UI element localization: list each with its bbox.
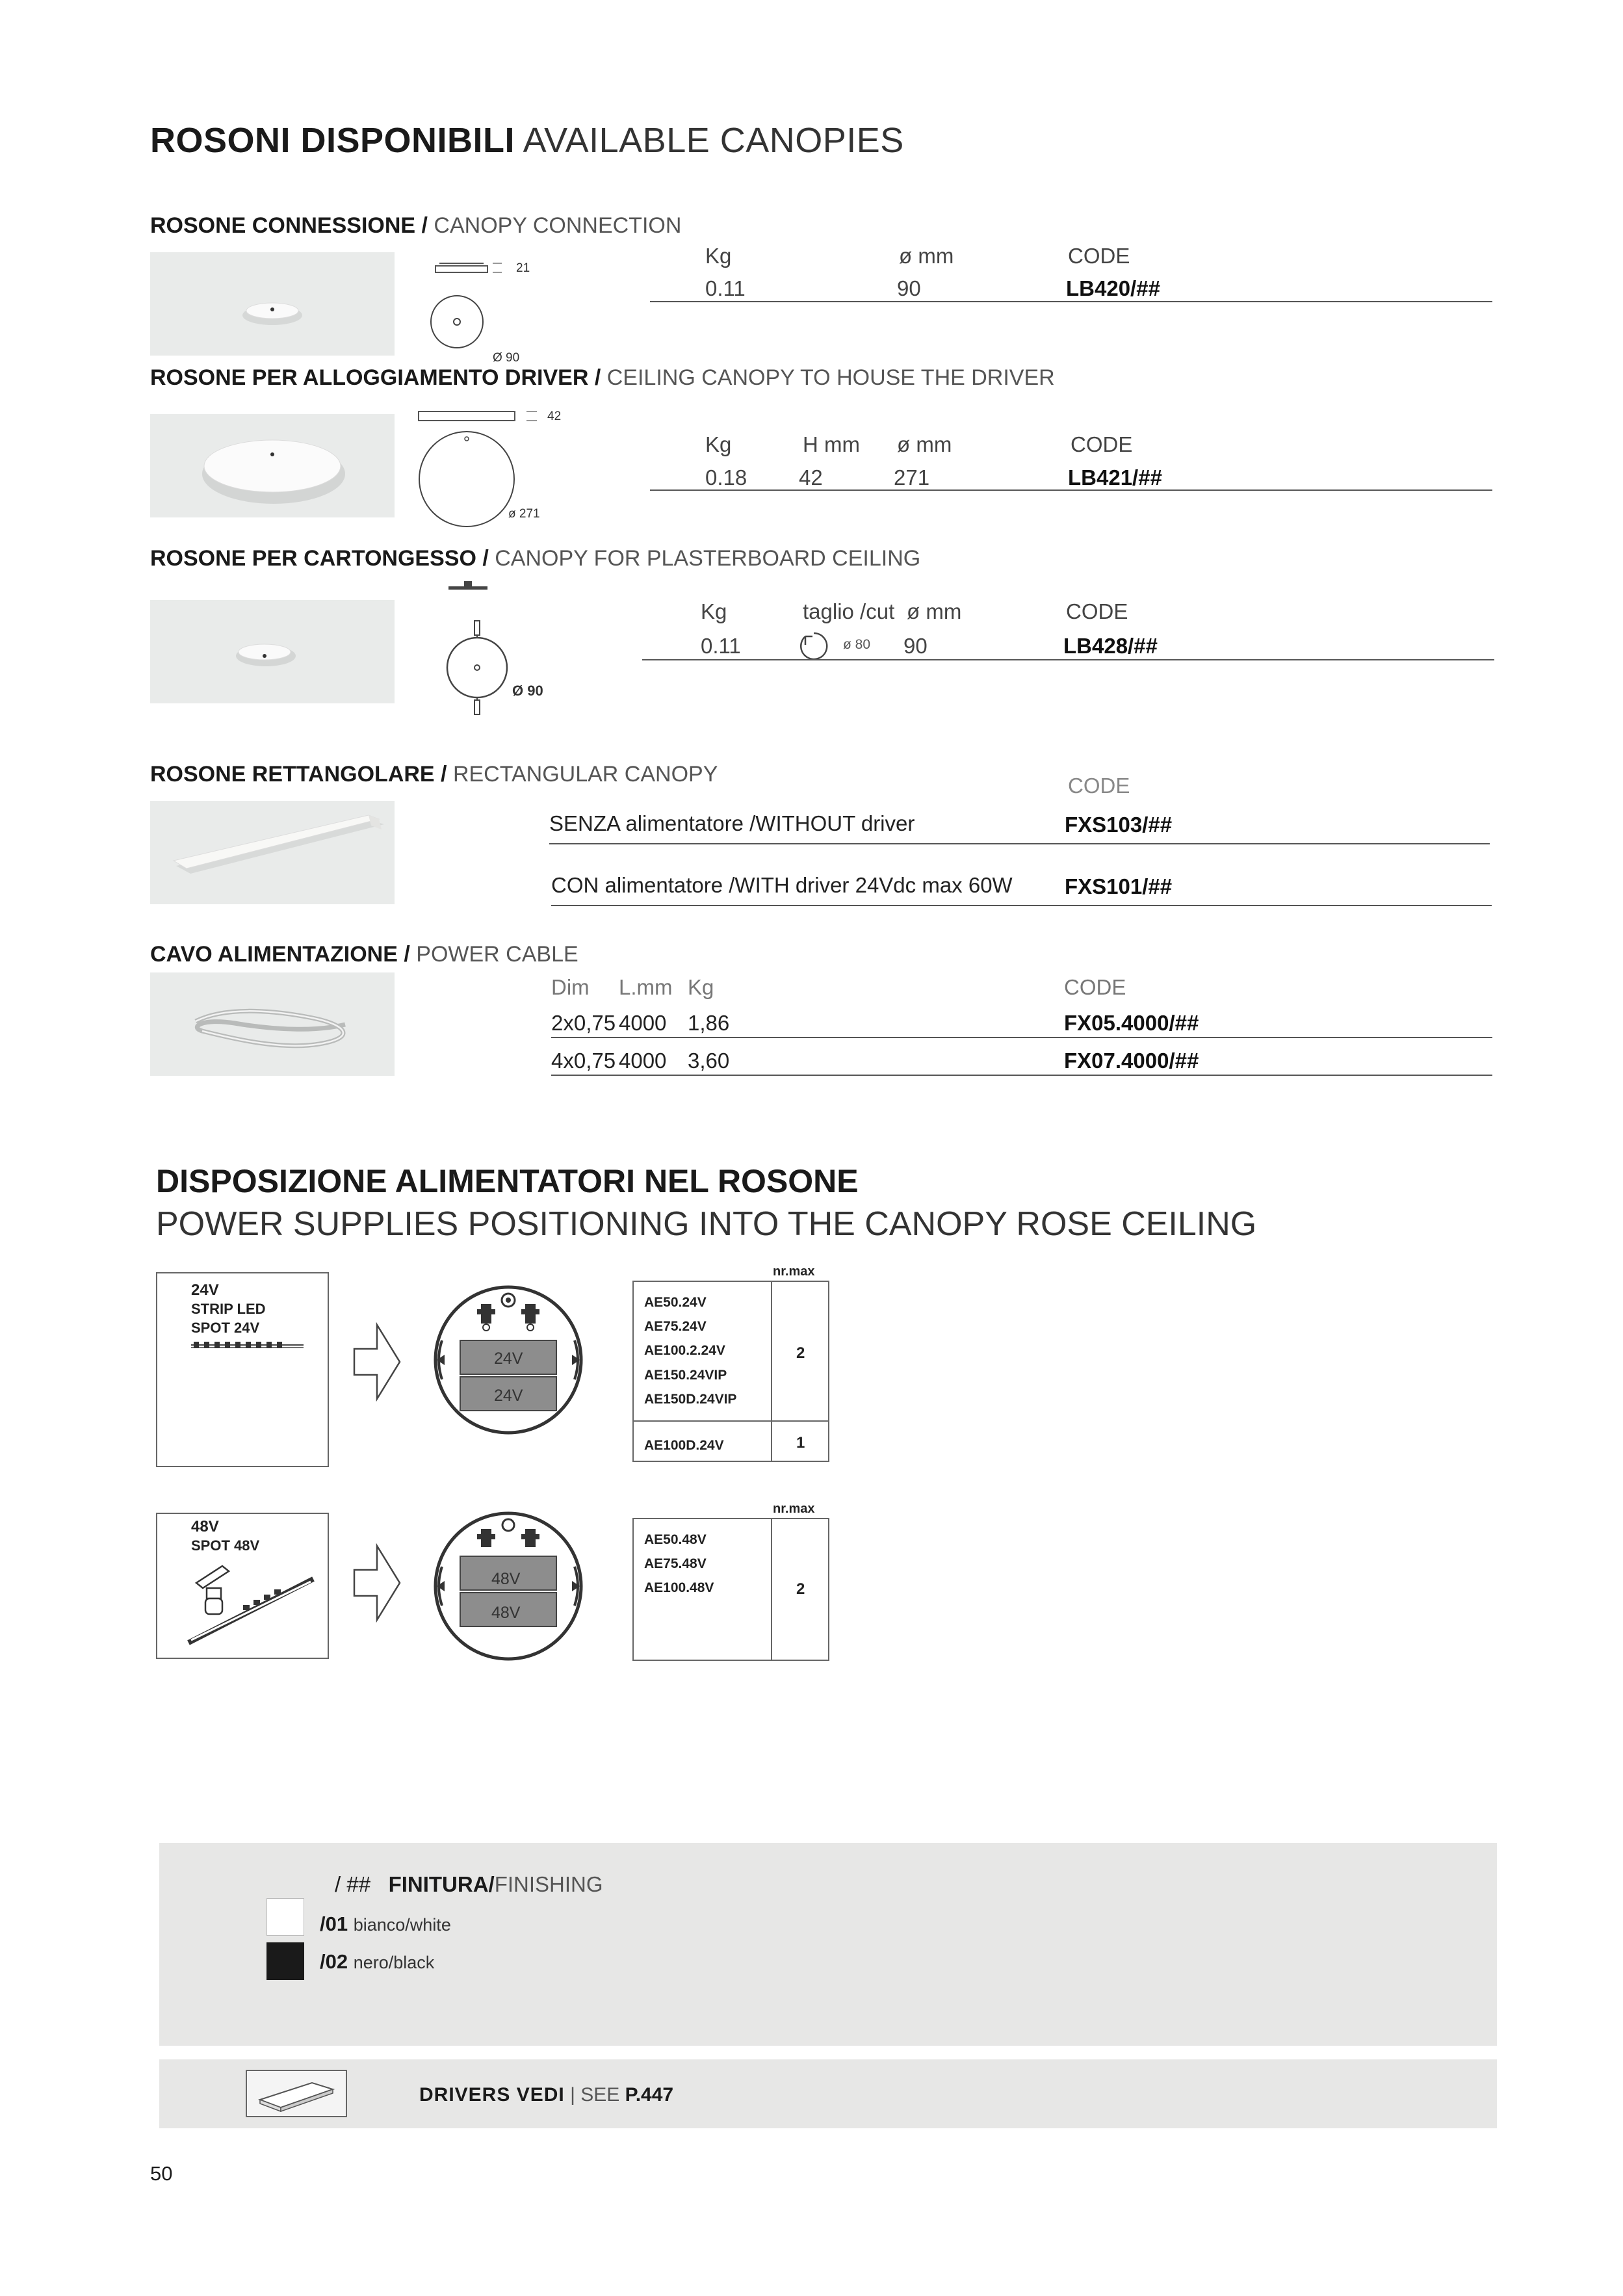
canopy-connection-rule xyxy=(650,301,1492,302)
power-cable-photo xyxy=(150,972,395,1076)
diagram-48v-nrmax-header: nr.max xyxy=(773,1502,815,1516)
canopy-rectangular-code-header: CODE xyxy=(1068,774,1130,798)
canopy-driver-dia-header: ø mm xyxy=(897,432,952,456)
diagram-24v-max1: 2 xyxy=(796,1344,805,1362)
diagram-48v-driver2: 48V xyxy=(491,1604,521,1622)
page-title-light: AVAILABLE CANOPIES xyxy=(523,121,904,160)
diagram-24v-table xyxy=(632,1281,829,1462)
page-number: 50 xyxy=(150,2162,173,2185)
canopy-driver-h-header: H mm xyxy=(803,432,860,456)
diagram-48v-source-box xyxy=(156,1513,329,1659)
track-spot-icon xyxy=(183,1559,326,1650)
canopy-driver-code-header: CODE xyxy=(1071,432,1133,456)
finishing-title-bold: FINITURA/ xyxy=(388,1872,495,1896)
canopy-connection-name-it: ROSONE CONNESSIONE / xyxy=(150,213,428,238)
diagram-24v-model-2: AE100.2.24V xyxy=(644,1343,725,1358)
canopy-plasterboard-code-value: LB428/## xyxy=(1063,634,1158,658)
finish-option-black-code: /02 xyxy=(320,1950,348,1973)
diagram-24v-driver2: 24V xyxy=(494,1387,523,1405)
finish-swatch-white xyxy=(266,1898,304,1936)
canopy-connection-photo xyxy=(150,252,395,356)
canopy-plasterboard-image xyxy=(150,600,395,703)
power-cable-code-header: CODE xyxy=(1064,975,1126,999)
canopy-rectangular-row1: SENZA alimentatore /WITHOUT driver xyxy=(549,811,915,835)
led-strip-icon xyxy=(190,1338,307,1351)
power-cable-row1-dim: 2x0,75 xyxy=(551,1011,616,1035)
diagram-48v-spot-label: SPOT 48V xyxy=(191,1537,260,1554)
diagram-48v-label: 48V xyxy=(191,1518,219,1535)
canopy-connection-dia-value: 90 xyxy=(897,276,921,300)
diagram-24v-model2: AE100D.24V xyxy=(644,1438,724,1453)
power-cable-image xyxy=(150,972,395,1076)
canopy-plasterboard-cut-value: ø 80 xyxy=(843,637,871,652)
canopy-driver-photo xyxy=(150,414,395,517)
canopy-driver-heading xyxy=(150,365,1055,391)
canopy-rectangular-heading xyxy=(150,762,718,787)
canopy-plasterboard-drawing xyxy=(429,579,539,722)
canopy-plasterboard-dia-header: ø mm xyxy=(907,599,962,623)
power-cable-name-it: CAVO ALIMENTAZIONE / xyxy=(150,942,410,967)
canopy-driver-drawing xyxy=(409,406,572,530)
power-cable-row2-dim: 4x0,75 xyxy=(551,1049,616,1073)
power-cable-dim-header: Dim xyxy=(551,975,590,999)
canopy-driver-dia-value: 271 xyxy=(894,465,930,489)
canopy-connection-image xyxy=(150,252,395,356)
finish-option-white-name: bianco/white xyxy=(353,1915,451,1935)
page-title-bold: ROSONI DISPONIBILI xyxy=(150,121,515,160)
canopy-connection-diameter-dim: Ø 90 xyxy=(493,351,520,365)
diagram-24v-spot-label: SPOT 24V xyxy=(191,1320,260,1336)
canopy-driver-kg-header: Kg xyxy=(705,432,732,456)
canopy-plasterboard-dia-value: 90 xyxy=(903,634,928,658)
power-cable-row1-kg: 1,86 xyxy=(688,1011,730,1035)
finishing-code: / ## xyxy=(335,1872,371,1896)
drivers-see: SEE xyxy=(580,2084,620,2106)
power-cable-row1-code: FX05.4000/## xyxy=(1064,1011,1199,1035)
diagram-24v-model-3: AE150.24VIP xyxy=(644,1368,727,1383)
canopy-plasterboard-kg-header: Kg xyxy=(701,599,727,623)
canopy-connection-kg-header: Kg xyxy=(705,244,732,268)
canopy-connection-code-value: LB420/## xyxy=(1066,276,1160,300)
canopy-rectangular-row2: CON alimentatore /WITH driver 24Vdc max 60W xyxy=(551,873,1013,897)
canopy-plasterboard-cut-header: taglio /cut xyxy=(803,599,895,623)
power-cable-rule1 xyxy=(551,1037,1492,1038)
canopy-driver-rule xyxy=(650,489,1492,491)
page-title xyxy=(150,120,904,161)
canopy-driver-kg-value: 0.18 xyxy=(705,465,747,489)
power-cable-name-en: POWER CABLE xyxy=(416,942,578,967)
canopy-rectangular-name-en: RECTANGULAR CANOPY xyxy=(452,762,718,787)
finishing-title xyxy=(335,1872,603,1897)
power-cable-row2-len: 4000 xyxy=(619,1049,667,1073)
diagram-24v-model-1: AE75.24V xyxy=(644,1319,707,1334)
canopy-plasterboard-name-en: CANOPY FOR PLASTERBOARD CEILING xyxy=(495,546,921,571)
canopy-rectangular-image xyxy=(150,801,395,904)
canopy-plasterboard-name-it: ROSONE PER CARTONGESSO / xyxy=(150,546,489,571)
diagram-24v-model-0: AE50.24V xyxy=(644,1295,707,1310)
diagram-24v-nrmax-header: nr.max xyxy=(773,1264,815,1279)
canopy-plasterboard-code-header: CODE xyxy=(1066,599,1128,623)
cut-hole-icon xyxy=(796,629,831,659)
drivers-label: DRIVERS VEDI xyxy=(419,2084,565,2106)
drivers-separator: | xyxy=(570,2084,575,2106)
driver-thumbnail[interactable] xyxy=(246,2070,347,2117)
driver-icon xyxy=(247,2071,346,2116)
finish-option-white xyxy=(320,1912,451,1936)
canopy-driver-name-it: ROSONE PER ALLOGGIAMENTO DRIVER / xyxy=(150,365,601,390)
canopy-rectangular-code1: FXS103/## xyxy=(1065,813,1173,837)
canopy-driver-code-value: LB421/## xyxy=(1068,465,1162,489)
diagram-48v-model-0: AE50.48V xyxy=(644,1532,707,1547)
finish-swatch-black xyxy=(266,1942,304,1980)
canopy-rectangular-name-it: ROSONE RETTANGOLARE / xyxy=(150,762,447,787)
canopy-connection-kg-value: 0.11 xyxy=(705,276,746,300)
diagram-48v-table xyxy=(632,1518,829,1661)
drivers-page-ref: P.447 xyxy=(625,2084,674,2106)
diagram-24v-strip-label: STRIP LED xyxy=(191,1301,266,1317)
canopy-plasterboard-rule xyxy=(642,659,1494,660)
canopy-rectangular-photo xyxy=(150,801,395,904)
positioning-title: DISPOSIZIONE ALIMENTATORI NEL ROSONE xyxy=(156,1163,859,1199)
canopy-driver-image xyxy=(150,414,395,517)
power-cable-row2-kg: 3,60 xyxy=(688,1049,730,1073)
power-cable-row2-code: FX07.4000/## xyxy=(1064,1049,1199,1073)
diagram-24v-max2: 1 xyxy=(796,1434,805,1452)
power-cable-heading xyxy=(150,942,578,967)
diagram-24v-driver1: 24V xyxy=(494,1350,523,1368)
canopy-driver-h-value: 42 xyxy=(799,465,823,489)
diagram-48v-arrow-icon xyxy=(351,1541,403,1625)
power-cable-row1-len: 4000 xyxy=(619,1011,667,1035)
finish-option-black xyxy=(320,1950,434,1974)
diagram-24v-model-4: AE150D.24VIP xyxy=(644,1392,737,1407)
diagram-48v-max1: 2 xyxy=(796,1580,805,1598)
canopy-driver-height-dim: 42 xyxy=(547,410,562,423)
finish-option-black-name: nero/black xyxy=(353,1953,435,1972)
positioning-subtitle: POWER SUPPLIES POSITIONING INTO THE CANOPY ROSE CEILING xyxy=(156,1205,1257,1243)
canopy-connection-height-dim: 21 xyxy=(516,261,530,275)
diagram-24v-label: 24V xyxy=(191,1281,219,1299)
power-cable-rule2 xyxy=(551,1075,1492,1076)
canopy-plasterboard-photo xyxy=(150,600,395,703)
canopy-driver-diameter-dim: ø 271 xyxy=(508,507,540,521)
diagram-24v-arrow-icon xyxy=(351,1320,403,1404)
drivers-see-link[interactable] xyxy=(419,2084,673,2106)
canopy-plasterboard-heading xyxy=(150,546,920,571)
canopy-connection-name-en: CANOPY CONNECTION xyxy=(434,213,682,238)
canopy-connection-code-header: CODE xyxy=(1068,244,1130,268)
drivers-panel xyxy=(159,2059,1497,2128)
power-cable-kg-header: Kg xyxy=(688,975,714,999)
diagram-24v-source-box xyxy=(156,1272,329,1467)
diagram-48v-model-1: AE75.48V xyxy=(644,1556,707,1571)
diagram-48v-driver1: 48V xyxy=(491,1570,521,1588)
finishing-title-light: FINISHING xyxy=(494,1872,603,1896)
power-cable-len-header: L.mm xyxy=(619,975,673,999)
canopy-driver-name-en: CEILING CANOPY TO HOUSE THE DRIVER xyxy=(606,365,1055,390)
diagram-48v-model-2: AE100.48V xyxy=(644,1580,714,1595)
canopy-connection-heading xyxy=(150,213,681,239)
canopy-rectangular-rule1 xyxy=(549,843,1490,844)
canopy-plasterboard-diameter-dim: Ø 90 xyxy=(512,683,543,699)
canopy-rectangular-code2: FXS101/## xyxy=(1065,874,1173,898)
canopy-plasterboard-kg-value: 0.11 xyxy=(701,634,741,658)
canopy-connection-dia-header: ø mm xyxy=(899,244,954,268)
finish-option-white-code: /01 xyxy=(320,1912,348,1935)
canopy-rectangular-rule2 xyxy=(551,905,1492,906)
